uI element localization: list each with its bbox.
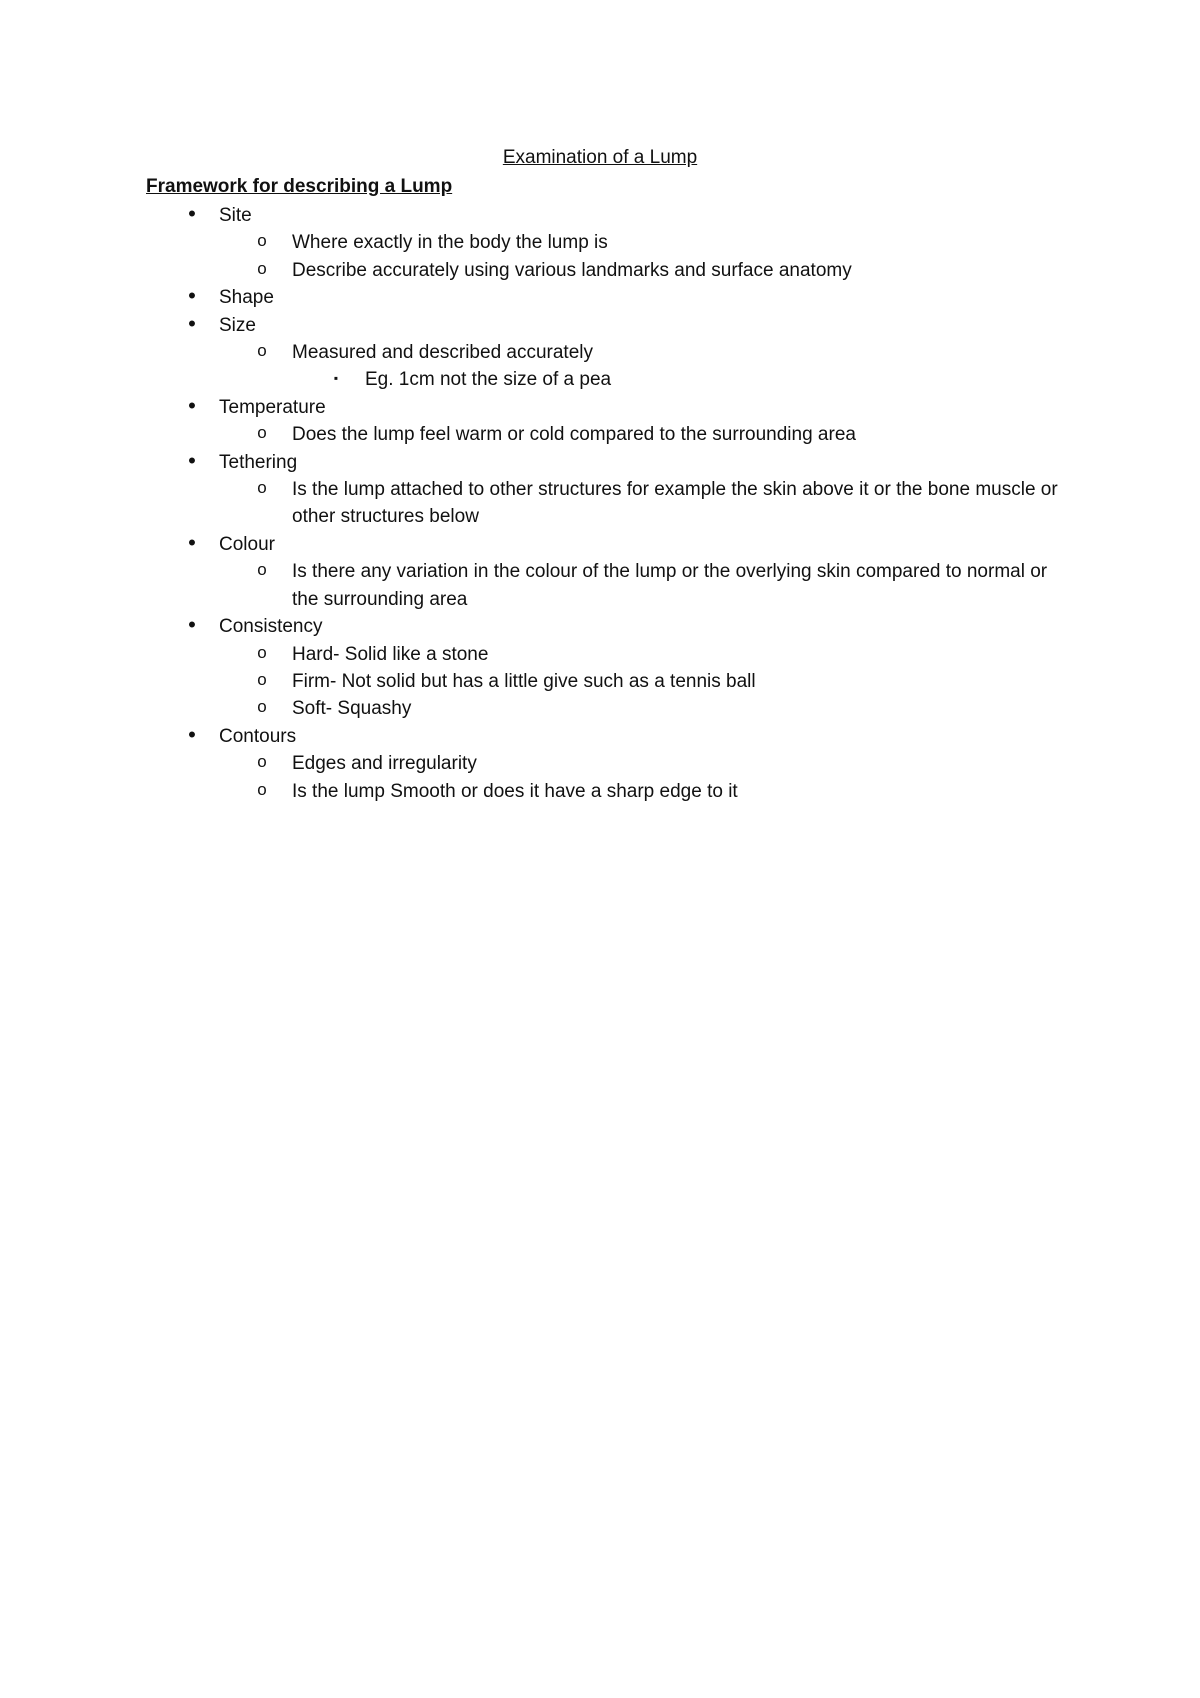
circle-bullet-icon: o	[257, 258, 267, 278]
sub-list-item	[146, 229, 1046, 256]
list-item-consistency	[146, 613, 1046, 640]
square-bullet-icon: ▪	[333, 371, 339, 386]
sub-item-text: Is there any variation in the colour of the lump or the overlying skin compared to normal or the surrounding area	[292, 561, 1048, 610]
list-item-tethering	[146, 449, 1046, 476]
sub-item-text: Describe accurately using various landmarks and surface anatomy	[292, 259, 852, 281]
circle-bullet-icon: o	[257, 423, 267, 443]
list-item-label: Contours	[219, 725, 297, 747]
list-item-contours	[146, 723, 1046, 750]
sub-sub-item-text: Eg. 1cm not the size of a pea	[365, 369, 612, 391]
bullet-icon: •	[188, 201, 196, 226]
sub-sub-list-item	[146, 366, 1046, 393]
sub-list-item	[146, 695, 1046, 722]
bullet-icon: •	[188, 310, 196, 336]
sub-list-item	[146, 750, 1046, 777]
circle-bullet-icon: o	[257, 478, 267, 498]
sub-list-item	[146, 778, 1046, 805]
sub-list-item	[146, 257, 1046, 284]
sub-list-item	[146, 476, 1058, 531]
sub-item-text: Does the lump feel warm or cold compared to the surrounding area	[292, 424, 856, 446]
list-item-label: Site	[219, 205, 252, 226]
bullet-icon: •	[188, 529, 196, 555]
sub-item-text: Edges and irregularity	[292, 753, 477, 775]
circle-bullet-icon: o	[257, 642, 267, 662]
sub-item-text: Measured and described accurately	[292, 342, 594, 364]
circle-bullet-icon: o	[257, 752, 267, 772]
list-item-label: Temperature	[219, 396, 326, 418]
sub-list-item	[146, 558, 1046, 613]
circle-bullet-icon: o	[257, 231, 267, 251]
document-body	[146, 175, 1058, 805]
circle-bullet-icon: o	[257, 779, 267, 799]
sub-list-item	[146, 668, 1046, 695]
list-item-label: Consistency	[219, 616, 323, 638]
sub-item-text: Is the lump attached to other structures for example the skin above it or the bone muscle or other structures below	[292, 479, 1058, 528]
document-title: Examination of a Lump	[502, 147, 698, 168]
list-item-label: Tethering	[219, 451, 298, 473]
list-item-colour	[146, 531, 1046, 558]
bullet-icon: •	[188, 447, 196, 473]
list-item-size	[146, 312, 1046, 339]
sub-item-text: Firm- Not solid but has a little give such as a tennis ball	[292, 670, 756, 692]
list-item-label: Shape	[219, 287, 274, 309]
list-item-label: Size	[219, 314, 256, 336]
bullet-icon: •	[188, 283, 196, 309]
sub-item-text: Hard- Solid like a stone	[292, 643, 489, 665]
section-heading: Framework for describing a Lump	[146, 176, 453, 197]
framework-list	[146, 201, 1058, 805]
list-item-shape	[146, 284, 1046, 311]
sub-list-item	[146, 641, 1046, 668]
sub-item-text: Soft- Squashy	[292, 698, 412, 720]
circle-bullet-icon: o	[257, 560, 267, 580]
bullet-icon: •	[188, 721, 196, 747]
list-item-site	[146, 202, 1046, 229]
circle-bullet-icon: o	[257, 697, 267, 717]
sub-list-item	[146, 421, 1046, 448]
bullet-icon: •	[188, 612, 196, 638]
sub-item-text: Where exactly in the body the lump is	[292, 232, 608, 254]
bullet-icon: •	[188, 392, 196, 418]
circle-bullet-icon: o	[257, 341, 267, 361]
list-item-temperature	[146, 394, 1046, 421]
list-item-label: Colour	[219, 533, 275, 555]
circle-bullet-icon: o	[257, 669, 267, 689]
sub-list-item	[146, 339, 1046, 366]
sub-item-text: Is the lump Smooth or does it have a sharp edge to it	[292, 780, 738, 802]
